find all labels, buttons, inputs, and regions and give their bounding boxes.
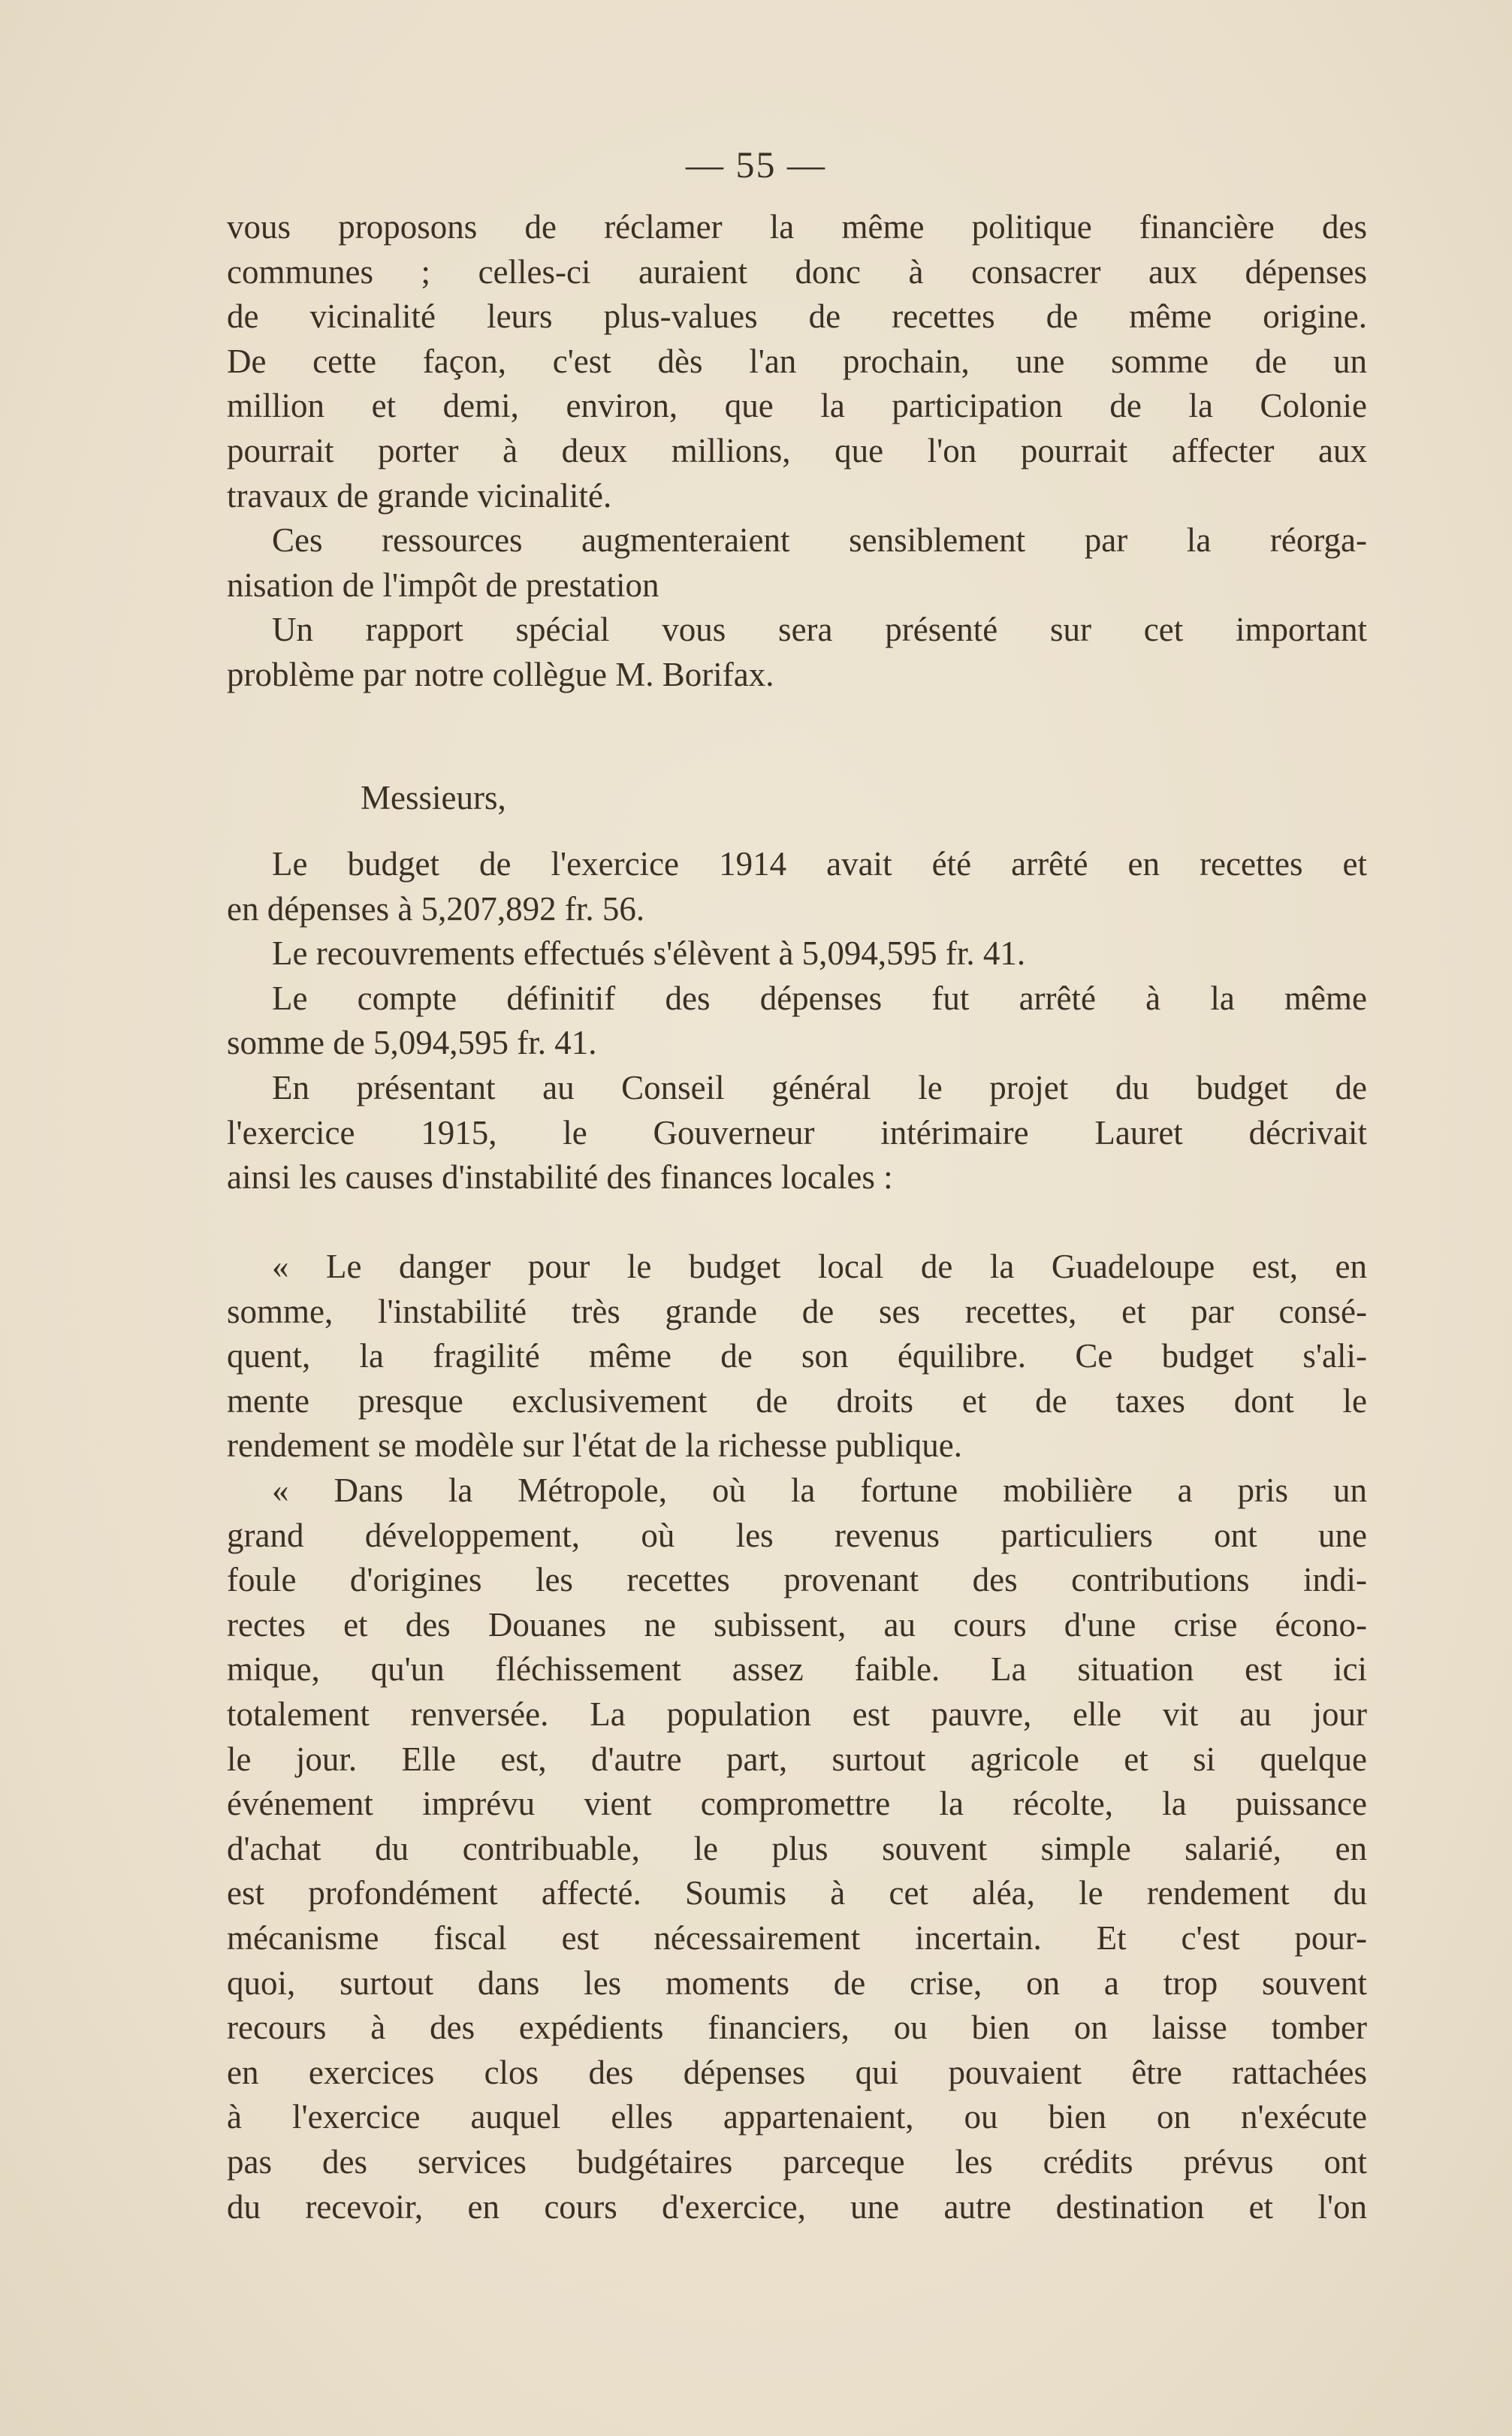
text-line: Le recouvrements effectués s'élèvent à 5,094,595 fr. 41. (272, 934, 1026, 973)
text-line: le jour. Elle est, d'autre part, surtout agricole et si quelque (227, 1740, 1367, 1778)
text-line: vous proposons de réclamer la même politique financière des (227, 208, 1367, 246)
text-line: ainsi les causes d'instabilité des finances locales : (227, 1158, 893, 1197)
text-line: est profondément affecté. Soumis à cet aléa, le rendement du (227, 1874, 1367, 1912)
text-line: travaux de grande vicinalité. (227, 476, 612, 515)
text-line: mique, qu'un fléchissement assez faible. La situation est ici (227, 1650, 1367, 1689)
text-line: somme de 5,094,595 fr. 41. (227, 1024, 597, 1062)
text-line: l'exercice 1915, le Gouverneur intérimaire Lauret décrivait (227, 1113, 1367, 1152)
text-line: événement imprévu vient compromettre la récolte, la puissance (227, 1785, 1367, 1823)
text-line: problème par notre collègue M. Borifax. (227, 656, 774, 693)
page-number: — 55 — (686, 143, 826, 186)
text-line: totalement renversée. La population est pauvre, elle vit au jour (227, 1695, 1367, 1733)
text-line: Un rapport spécial vous sera présenté sur cet important (272, 611, 1367, 649)
text-line: « Dans la Métropole, où la fortune mobilière a pris un (272, 1472, 1367, 1509)
text-line: De cette façon, c'est dès l'an prochain, une somme de un (227, 342, 1367, 380)
text-line: quent, la fragilité même de son équilibre. Ce budget s'ali- (227, 1337, 1367, 1375)
text-line: En présentant au Conseil général le projet du budget de (272, 1069, 1367, 1106)
text-line: en dépenses à 5,207,892 fr. 56. (227, 889, 645, 928)
text-line: en exercices clos des dépenses qui pouvaient être rattachées (227, 2053, 1367, 2091)
text-line: foule d'origines les recettes provenant des contributions indi- (227, 1561, 1367, 1599)
text-line: pourrait porter à deux millions, que l'on pourrait affecter aux (227, 432, 1367, 469)
text-line: Le compte définitif des dépenses fut arrêté à la même (272, 979, 1367, 1017)
text-line: communes ; celles-ci auraient donc à consacrer aux dépenses (227, 252, 1367, 291)
text-line: rectes et des Douanes ne subissent, au cours d'une crise écono- (227, 1605, 1367, 1644)
text-line: million et demi, environ, que la participation de la Colonie (227, 387, 1367, 425)
text-line: mécanisme fiscal est nécessairement incertain. Et c'est pour- (227, 1919, 1367, 1957)
text-line: somme, l'instabilité très grande de ses recettes, et par consé- (227, 1292, 1367, 1330)
text-line: rendement se modèle sur l'état de la richesse publique. (227, 1426, 963, 1465)
text-line: quoi, surtout dans les moments de crise, on a trop souvent (227, 1964, 1367, 2002)
text-line: du recevoir, en cours d'exercice, une autre destination et l'on (227, 2187, 1367, 2226)
text-line: recours à des expédients financiers, ou bien on laisse tomber (227, 2009, 1367, 2047)
text-line: de vicinalité leurs plus-values de recettes de même origine. (227, 297, 1367, 336)
text-line: d'achat du contribuable, le plus souvent simple salarié, en (227, 1829, 1367, 1867)
text-line: grand développement, où les revenus particuliers ont une (227, 1516, 1367, 1554)
text-line: nisation de l'impôt de prestation (227, 566, 659, 604)
text-line: pas des services budgétaires parceque les crédits prévus ont (227, 2143, 1367, 2181)
text-line: à l'exercice auquel elles appartenaient, ou bien on n'exécute (227, 2098, 1367, 2136)
salutation: Messieurs, (361, 779, 506, 817)
text-line: Ces ressources augmenteraient sensiblement par la réorga- (272, 521, 1367, 560)
text-line: « Le danger pour le budget local de la Guadeloupe est, en (272, 1248, 1367, 1285)
text-line: Le budget de l'exercice 1914 avait été arrêté en recettes et (272, 845, 1367, 883)
text-line: mente presque exclusivement de droits et de taxes dont le (227, 1381, 1367, 1420)
